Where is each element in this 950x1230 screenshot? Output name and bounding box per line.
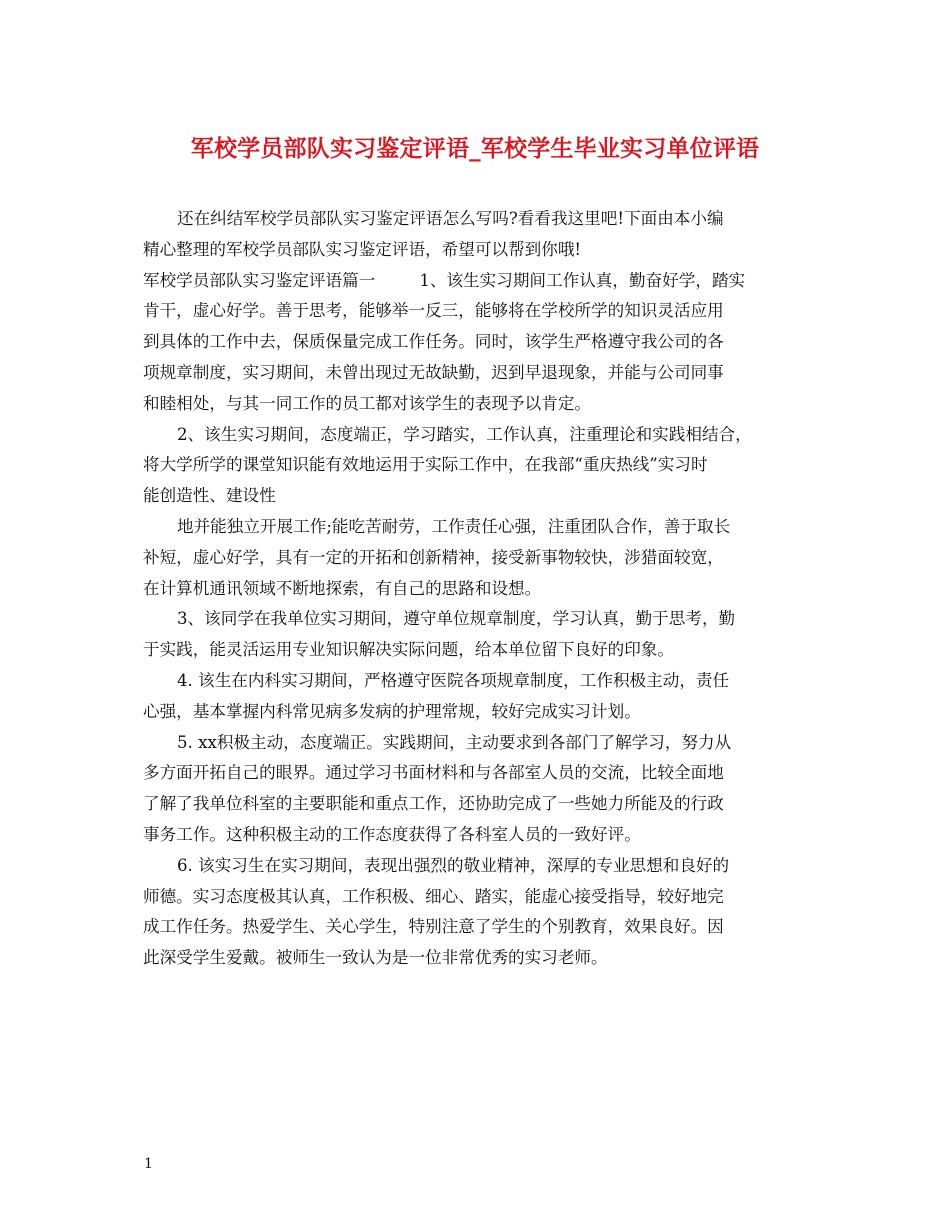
text-line: 事务工作。这种积极主动的工作态度获得了各科室人员的一致好评。 (143, 824, 641, 844)
text-span: 1、该生实习期间工作认真，勤奋好学，踏实 (419, 270, 746, 290)
text-line: 多方面开拓自己的眼界。通过学习书面材料和与各部室人员的交流，比较全面地 (143, 763, 724, 783)
text-line: 5. xx积极主动，态度端正。实践期间，主动要求到各部门了解学习，努力从 (177, 732, 732, 752)
intro-paragraph (143, 204, 811, 266)
text-line: 和睦相处，与其一同工作的员工都对该学生的表现予以肯定。 (143, 393, 592, 413)
text-line: 师德。实习态度极其认真，工作积极、细心、踏实，能虚心接受指导，较好地完 (143, 886, 724, 906)
paragraph-2 (143, 420, 811, 512)
text-line (143, 266, 811, 297)
paragraph-3 (143, 604, 811, 666)
text-line: 了解了我单位科室的主要职能和重点工作，还协助完成了一些她力所能及的行政 (143, 794, 724, 814)
text-line: 在计算机通讯领域不断地探索，有自己的思路和设想。 (143, 578, 542, 598)
text-line: 6. 该实习生在实习期间，表现出强烈的敬业精神，深厚的专业思想和良好的 (177, 855, 730, 875)
text-line: 能创造性、建设性 (143, 486, 276, 506)
text-line: 到具体的工作中去，保质保量完成工作任务。同时，该学生严格遵守我公司的各 (143, 332, 724, 352)
text-line: 精心整理的军校学员部队实习鉴定评语，希望可以帮到你哦! (143, 239, 582, 259)
text-line: 将大学所学的课堂知识能有效地运用于实际工作中，在我部“重庆热线”实习时 (143, 455, 708, 475)
paragraph-2-continued (143, 512, 811, 604)
paragraph-6 (143, 851, 811, 974)
text-line: 心强，基本掌握内科常见病多发病的护理常规，较好完成实习计划。 (143, 701, 641, 721)
text-line: 肯干，虚心好学。善于思考，能够举一反三，能够将在学校所学的知识灵活应用 (143, 301, 724, 321)
text-line: 于实践，能灵活运用专业知识解决实际问题，给本单位留下良好的印象。 (143, 640, 674, 660)
text-line: 2、该生实习期间，态度端正，学习踏实，工作认真，注重理论和实践相结合， (177, 424, 752, 444)
paragraph-1 (143, 266, 811, 420)
document-title: 军校学员部队实习鉴定评语_军校学生毕业实习单位评语 (190, 135, 760, 162)
text-line: 4. 该生在内科实习期间，严格遵守医院各项规章制度，工作积极主动，责任 (177, 670, 730, 690)
text-line: 项规章制度，实习期间，未曾出现过无故缺勤，迟到早退现象，并能与公司同事 (143, 362, 724, 382)
text-line: 地并能独立开展工作;能吃苦耐劳，工作责任心强，注重团队合作，善于取长 (177, 516, 731, 536)
page-number: 1 (144, 1156, 153, 1172)
text-line: 成工作任务。热爱学生、关心学生，特别注意了学生的个别教育，效果良好。因 (143, 917, 724, 937)
text-line: 3、该同学在我单位实习期间，遵守单位规章制度，学习认真，勤于思考，勤 (177, 609, 736, 629)
section-heading: 军校学员部队实习鉴定评语篇一 (143, 270, 376, 290)
paragraph-4 (143, 666, 811, 728)
text-line: 还在纠结军校学员部队实习鉴定评语怎么写吗?看看我这里吧!下面由本小编 (177, 209, 724, 228)
text-line: 此深受学生爱戴。被师生一致认为是一位非常优秀的实习老师。 (143, 948, 608, 968)
text-line: 补短，虚心好学，具有一定的开拓和创新精神，接受新事物较快，涉猎面较宽， (143, 547, 724, 567)
document-body (143, 204, 811, 974)
paragraph-5 (143, 728, 811, 851)
